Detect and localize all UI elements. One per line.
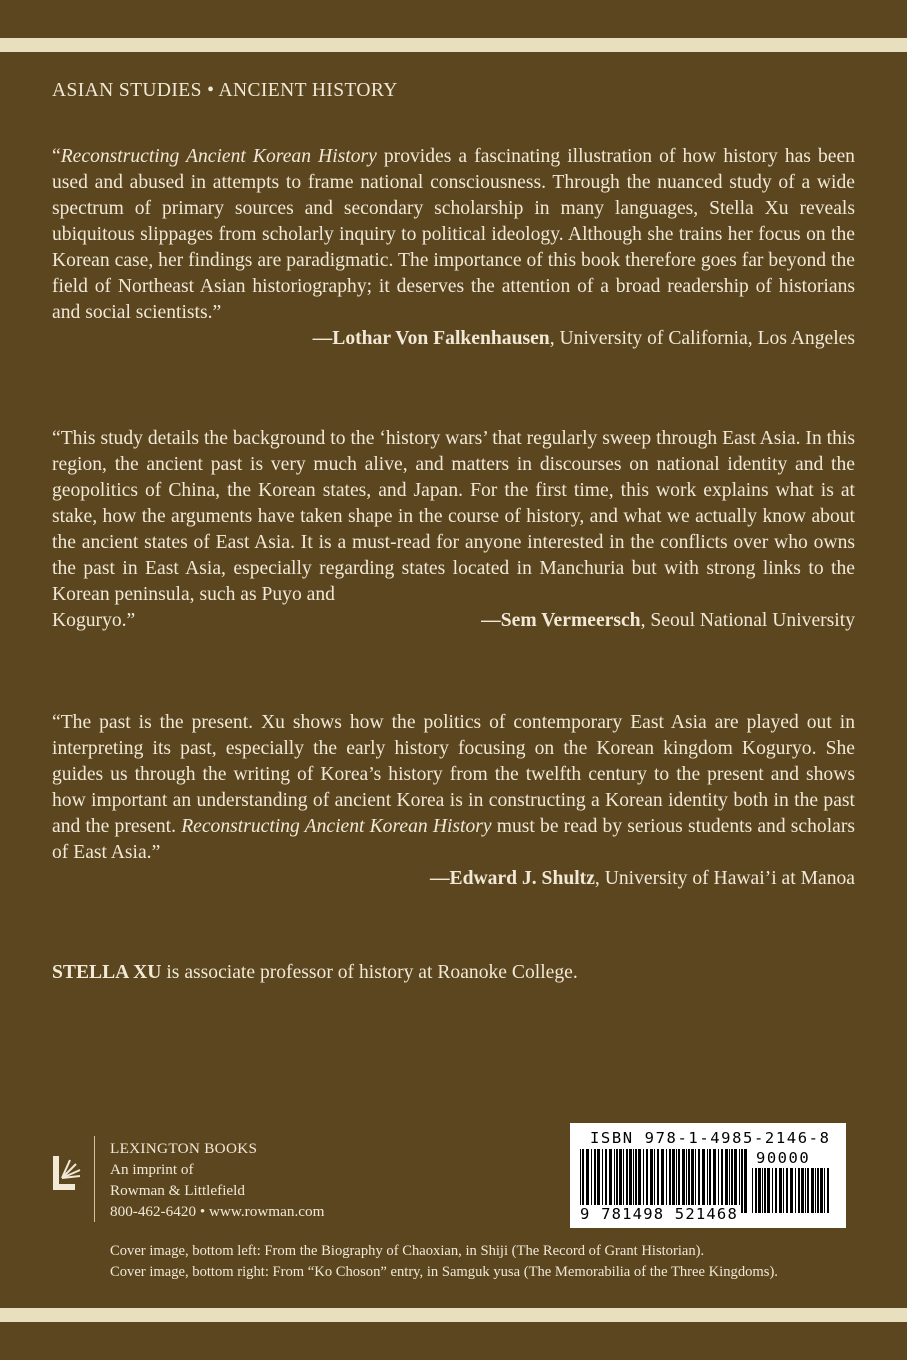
credit-line: Cover image, bottom left: From the Biography of Chaoxian, in Shiji (The Record of Grant Historian). <box>110 1243 705 1259</box>
quote-author: —Sem Vermeersch <box>481 610 641 631</box>
isbn-number: ISBN 978-1-4985-2146-8 <box>590 1129 831 1147</box>
publisher-imprint: An imprint of <box>110 1161 194 1178</box>
cover-image-credits <box>110 1241 778 1283</box>
quote-affiliation: , University of California, Los Angeles <box>549 328 855 349</box>
quote-text: “The past is the present. Xu shows how the politics of contemporary East Asia are played out in interpreting its past, especially the early history focusing on the Korean kingdom Koguryo. She guides us through the writing of Korea’s history from the twelfth century to the present and shows how important an understanding of ancient Korea is in constructing a Korean identity both in the past and the present. Reconstructing Ancient Korean History must be read by serious students and scholars of East Asia.” <box>52 712 855 863</box>
quote-final-word: Koguryo.” <box>52 610 136 631</box>
top-decorative-band <box>0 38 907 52</box>
ean-barcode-bars <box>580 1149 748 1213</box>
publisher-block <box>52 1136 372 1222</box>
publisher-contact: 800-462-6420 • www.rowman.com <box>110 1203 325 1220</box>
blurb-quote-1 <box>52 144 855 352</box>
publisher-divider <box>94 1136 95 1222</box>
addon-barcode-bars <box>752 1168 832 1213</box>
quote-affiliation: , Seoul National University <box>640 610 855 631</box>
quote-author: —Lothar Von Falkenhausen <box>312 328 550 349</box>
quote-attribution <box>52 326 855 352</box>
price-addon-code: 90000 <box>756 1149 811 1167</box>
publisher-text <box>110 1138 324 1222</box>
publisher-logo-icon <box>52 1154 82 1192</box>
author-name: STELLA XU <box>52 962 162 983</box>
author-bio: STELLA XU is associate professor of history at Roanoke College. <box>52 962 578 983</box>
quote-text: “This study details the background to the ‘history wars’ that regularly sweep through East Asia. In this region, the ancient past is very much alive, and matters in discourses on national identity and the geopolitics of China, the Korean states, and Japan. For the first time, this work explains what is at stake, how the arguments have taken shape in the course of history, and what we actually know about the ancient states of East Asia. It is a must-read for anyone interested in the conflicts over who owns the past in East Asia, especially regarding states located in Manchuria but with strong links to the Korean peninsula, such as Puyo and <box>52 428 855 605</box>
quote-attribution <box>481 608 855 634</box>
ean-digits: 9 781498 521468 <box>580 1205 738 1223</box>
publisher-parent: Rowman & Littlefield <box>110 1182 245 1199</box>
isbn-barcode <box>570 1123 846 1228</box>
book-title: Reconstructing Ancient Korean History <box>181 816 492 837</box>
category-label: ASIAN STUDIES • ANCIENT HISTORY <box>52 80 398 101</box>
quote-author: —Edward J. Shultz <box>429 868 595 889</box>
blurb-quote-3 <box>52 710 855 892</box>
quote-affiliation: , University of Hawai’i at Manoa <box>594 868 855 889</box>
blurb-quote-2 <box>52 426 855 634</box>
bottom-decorative-band <box>0 1308 907 1322</box>
quote-text: “Reconstructing Ancient Korean History provides a fascinating illustration of how history has been used and abused in attempts to frame national consciousness. Through the nuanced study of a wide spectrum of primary sources and secondary scholarship in many languages, Stella Xu reveals ubiquitous slippages from scholarly inquiry to political ideology. Although she trains her focus on the Korean case, her findings are paradigmatic. The importance of this book therefore goes far beyond the field of Northeast Asian historiography; it deserves the attention of a broad readership of historians and social scientists.” <box>52 146 855 323</box>
quote-last-line <box>52 608 855 634</box>
credit-line: Cover image, bottom right: From “Ko Choson” entry, in Samguk yusa (The Memorabilia of the Three Kingdoms). <box>110 1264 778 1280</box>
publisher-name: LEXINGTON BOOKS <box>110 1140 258 1157</box>
book-title: Reconstructing Ancient Korean History <box>60 146 377 167</box>
quote-attribution <box>52 866 855 892</box>
